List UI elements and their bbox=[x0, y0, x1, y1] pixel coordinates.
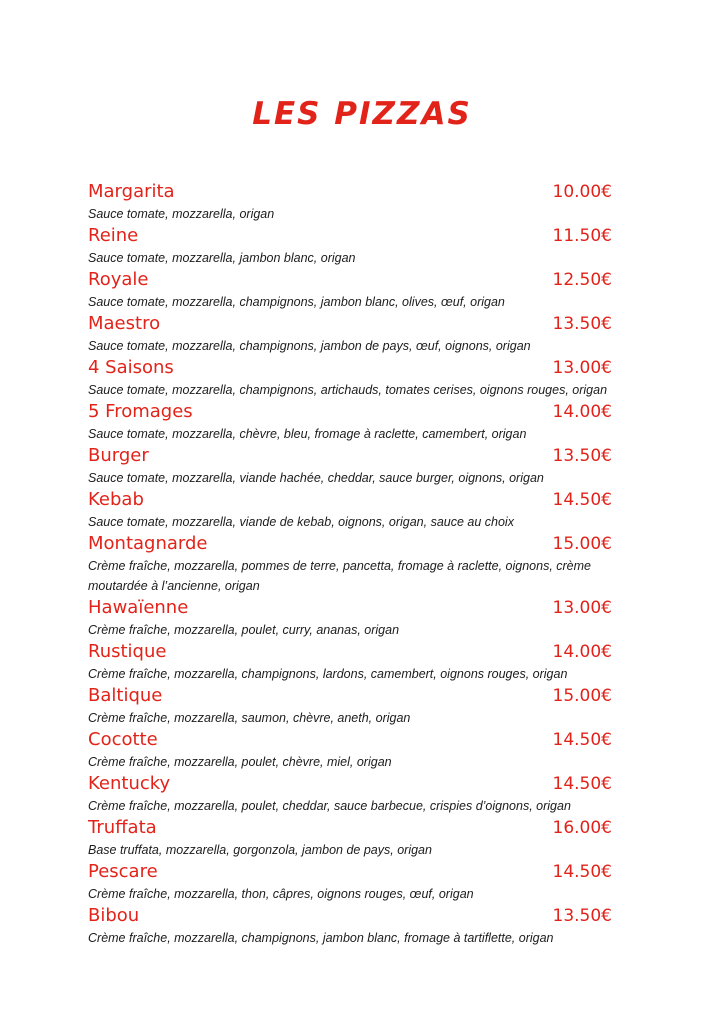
pizza-name: Truffata bbox=[88, 817, 157, 838]
pizza-price: 14.50€ bbox=[552, 774, 612, 794]
pizza-description: Crème fraîche, mozzarella, champignons, jambon blanc, fromage à tartiflette, origan bbox=[88, 931, 554, 945]
pizza-name: Kentucky bbox=[88, 773, 171, 794]
menu-item bbox=[88, 488, 612, 532]
pizza-description: Crème fraîche, mozzarella, poulet, curry, ananas, origan bbox=[88, 623, 400, 637]
pizza-description: Sauce tomate, mozzarella, origan bbox=[88, 207, 275, 221]
pizza-name: Cocotte bbox=[88, 729, 158, 750]
pizza-price: 14.00€ bbox=[552, 402, 612, 422]
pizza-description: Crème fraîche, mozzarella, pommes de terre, pancetta, fromage à raclette, oignons, crème moutardée à l’ancienne, origan bbox=[88, 559, 592, 593]
menu-item-header bbox=[88, 400, 612, 424]
menu-item bbox=[88, 268, 612, 312]
pizza-name: 4 Saisons bbox=[88, 357, 174, 378]
pizza-description: Crème fraîche, mozzarella, thon, câpres, oignons rouges, œuf, origan bbox=[88, 887, 474, 901]
pizza-name: Royale bbox=[88, 269, 149, 290]
menu-item-header bbox=[88, 356, 612, 380]
menu-item bbox=[88, 532, 612, 596]
menu-item-header bbox=[88, 532, 612, 556]
menu-item-header bbox=[88, 224, 612, 248]
menu-item bbox=[88, 444, 612, 488]
pizza-description: Crème fraîche, mozzarella, champignons, lardons, camembert, oignons rouges, origan bbox=[88, 667, 568, 681]
pizza-price: 15.00€ bbox=[552, 534, 612, 554]
menu-item-header bbox=[88, 640, 612, 664]
menu-item bbox=[88, 772, 612, 816]
menu-item-header bbox=[88, 180, 612, 204]
pizza-description: Sauce tomate, mozzarella, viande de kebab, oignons, origan, sauce au choix bbox=[88, 515, 514, 529]
page-title: LES PIZZAS bbox=[252, 96, 472, 132]
menu-item bbox=[88, 684, 612, 728]
menu-item-header bbox=[88, 772, 612, 796]
menu-item-header bbox=[88, 444, 612, 468]
pizza-description: Sauce tomate, mozzarella, champignons, jambon de pays, œuf, oignons, origan bbox=[88, 339, 531, 353]
pizza-name: Montagnarde bbox=[88, 533, 208, 554]
pizza-price: 15.00€ bbox=[552, 686, 612, 706]
pizza-list bbox=[88, 180, 612, 948]
menu-item bbox=[88, 400, 612, 444]
menu-item-header bbox=[88, 728, 612, 752]
pizza-price: 13.50€ bbox=[552, 314, 612, 334]
pizza-name: Reine bbox=[88, 225, 139, 246]
menu-item-header bbox=[88, 596, 612, 620]
pizza-name: Burger bbox=[88, 445, 149, 466]
pizza-description: Crème fraîche, mozzarella, poulet, chèvre, miel, origan bbox=[88, 755, 392, 769]
menu-item bbox=[88, 860, 612, 904]
pizza-description: Sauce tomate, mozzarella, jambon blanc, origan bbox=[88, 251, 356, 265]
menu-item-header bbox=[88, 904, 612, 928]
menu-item bbox=[88, 816, 612, 860]
pizza-description: Sauce tomate, mozzarella, chèvre, bleu, fromage à raclette, camembert, origan bbox=[88, 427, 527, 441]
pizza-name: Rustique bbox=[88, 641, 167, 662]
pizza-name: Margarita bbox=[88, 181, 175, 202]
menu-item bbox=[88, 180, 612, 224]
menu-item bbox=[88, 640, 612, 684]
menu-item-header bbox=[88, 488, 612, 512]
pizza-name: Maestro bbox=[88, 313, 161, 334]
pizza-name: Bibou bbox=[88, 905, 140, 926]
pizza-price: 14.50€ bbox=[552, 862, 612, 882]
pizza-description: Sauce tomate, mozzarella, champignons, jambon blanc, olives, œuf, origan bbox=[88, 295, 505, 309]
pizza-price: 13.50€ bbox=[552, 906, 612, 926]
menu-item bbox=[88, 904, 612, 948]
pizza-description: Crème fraîche, mozzarella, saumon, chèvre, aneth, origan bbox=[88, 711, 411, 725]
pizza-price: 13.00€ bbox=[552, 358, 612, 378]
menu-item-header bbox=[88, 816, 612, 840]
pizza-price: 11.50€ bbox=[552, 226, 612, 246]
pizza-price: 14.50€ bbox=[552, 490, 612, 510]
pizza-price: 14.50€ bbox=[552, 730, 612, 750]
pizza-description: Crème fraîche, mozzarella, poulet, cheddar, sauce barbecue, crispies d’oignons, origan bbox=[88, 799, 571, 813]
menu-item-header bbox=[88, 684, 612, 708]
menu-item-header bbox=[88, 312, 612, 336]
menu-item bbox=[88, 312, 612, 356]
pizza-name: Hawaïenne bbox=[88, 597, 189, 618]
pizza-price: 12.50€ bbox=[552, 270, 612, 290]
pizza-price: 13.00€ bbox=[552, 598, 612, 618]
pizza-price: 10.00€ bbox=[552, 182, 612, 202]
pizza-price: 13.50€ bbox=[552, 446, 612, 466]
pizza-description: Base truffata, mozzarella, gorgonzola, jambon de pays, origan bbox=[88, 843, 432, 857]
menu-item-header bbox=[88, 860, 612, 884]
menu-item bbox=[88, 728, 612, 772]
menu-item bbox=[88, 596, 612, 640]
pizza-price: 14.00€ bbox=[552, 642, 612, 662]
pizza-description: Sauce tomate, mozzarella, champignons, artichauds, tomates cerises, oignons rouges, origan bbox=[88, 383, 608, 397]
pizza-description: Sauce tomate, mozzarella, viande hachée, cheddar, sauce burger, oignons, origan bbox=[88, 471, 544, 485]
pizza-name: Kebab bbox=[88, 489, 144, 510]
pizza-name: Baltique bbox=[88, 685, 163, 706]
pizza-name: 5 Fromages bbox=[88, 401, 193, 422]
pizza-name: Pescare bbox=[88, 861, 158, 882]
menu-item-header bbox=[88, 268, 612, 292]
pizza-price: 16.00€ bbox=[552, 818, 612, 838]
menu-item bbox=[88, 356, 612, 400]
menu-item bbox=[88, 224, 612, 268]
